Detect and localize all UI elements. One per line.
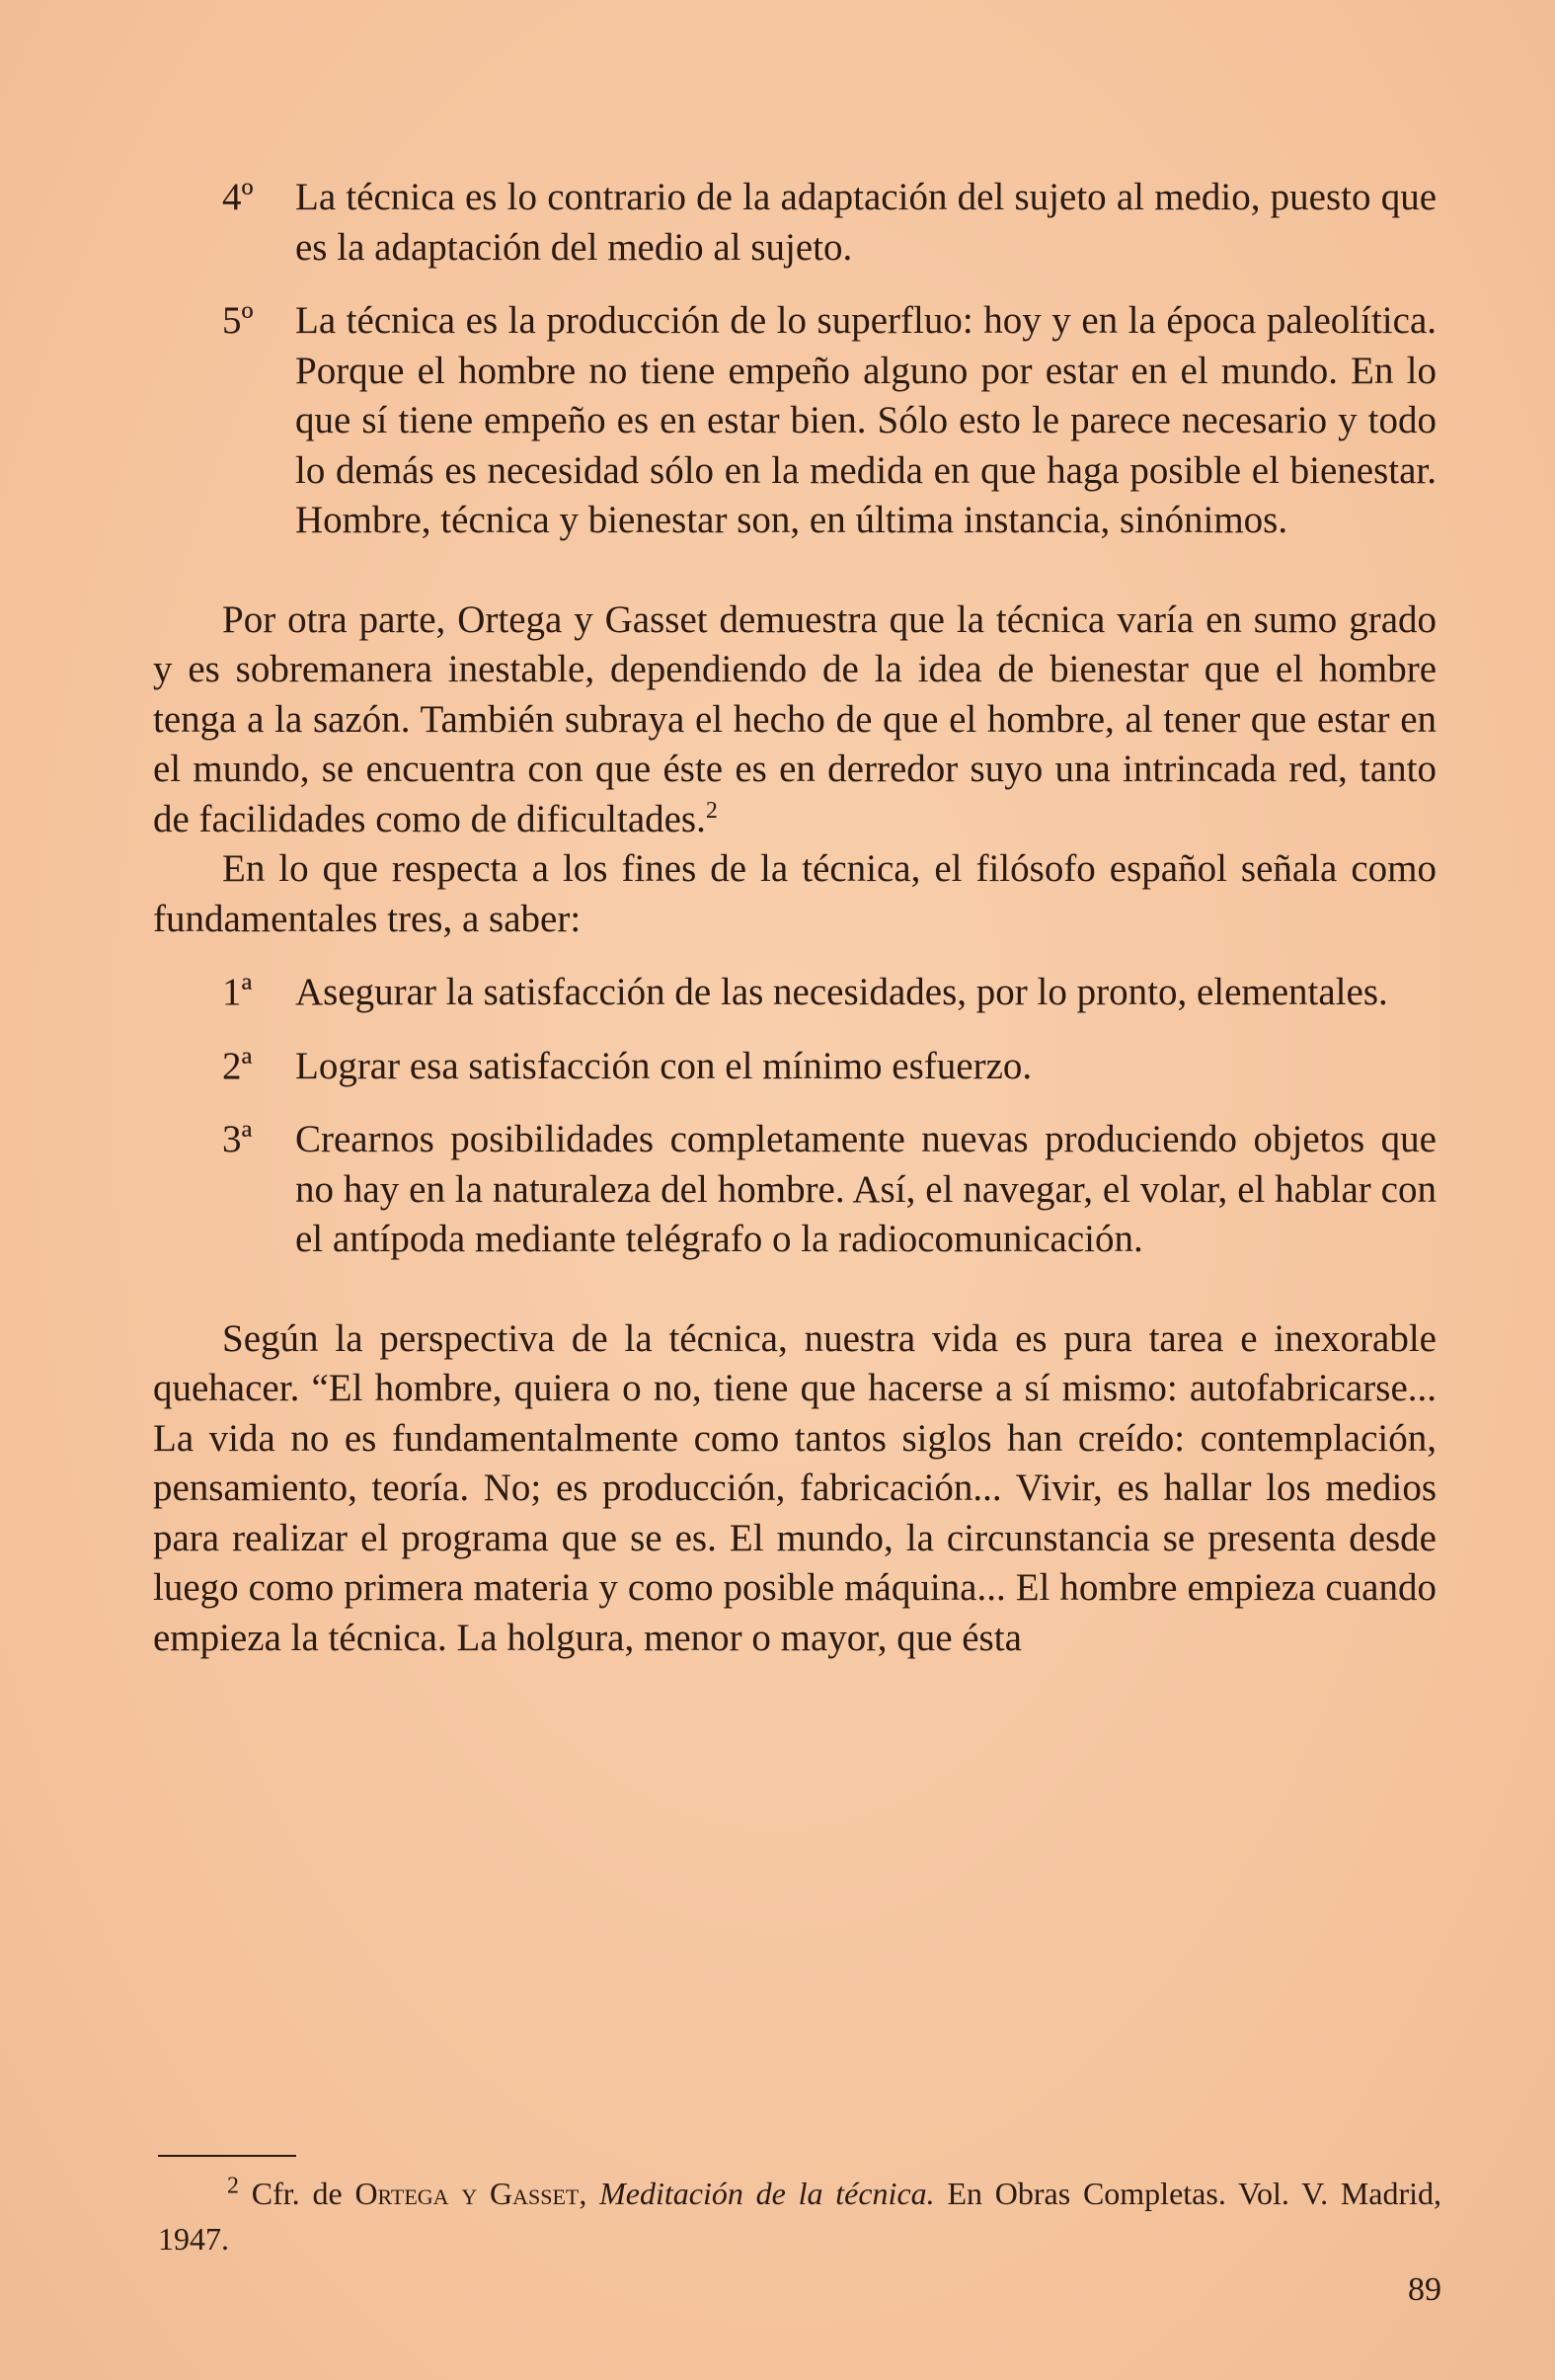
paragraph: Según la perspectiva de la técnica, nuestra vida es pura tarea e inexorable quehacer. “El hombre, quiera o no, tiene que hacerse a sí mismo: autofabricarse... La vida no es fundamentalmente como tantos siglos han creído: contemplación, pensamiento, teoría. No; es producción, fabricación... Vivir, es hallar los medios para realizar el programa que se es. El mundo, la circunstancia se presenta desde luego como primera materia y como posible máquina... El hombre empieza cuando empieza la técnica. La holgura, menor o mayor, que ésta — [153, 1316, 1437, 1659]
paragraph-text: Por otra parte, Ortega y Gasset demuestra que la técnica varía en sumo grado y es sobremanera inestable, dependiendo de la idea de bienestar que el hombre tenga a la sazón. También subraya el hecho de que el hombre, al tener que estar en el mundo, se encuentra con que éste es en derredor suyo una intrincada red, tanto de facilidades como de dificultades. — [153, 597, 1437, 840]
item-marker: 1ª — [222, 971, 253, 1013]
paragraph: En lo que respecta a los fines de la técnica, el filósofo español señala como fundamentales tres, a saber: — [153, 847, 1437, 940]
item-marker: 4º — [222, 176, 254, 218]
footnote-author: Ortega y Gasset, — [354, 2176, 587, 2211]
footnote-rest: En Obras Completas. Vol. V. Madrid, 1947. — [158, 2176, 1442, 2257]
item-text: Asegurar la satisfacción de las necesidades, por lo pronto, elementales. — [295, 971, 1388, 1013]
footnote-number: 2 — [227, 2173, 239, 2199]
item-text: La técnica es la producción de lo superfluo: hoy y en la época paleolítica. Porque el hombre no tiene empeño alguno por estar en el mundo. En lo que sí tiene empeño es en estar bien. Sólo esto le parece necesario y todo lo demás es necesidad sólo en la medida en que haga posible el bienestar. Hombre, técnica y bienestar son, en última instancia, sinónimos. — [295, 299, 1437, 541]
footnote-divider — [158, 2155, 296, 2157]
item-text: La técnica es lo contrario de la adaptación del sujeto al medio, puesto que es la adaptación del medio al sujeto. — [295, 176, 1437, 269]
list-item — [153, 1115, 1437, 1265]
item-marker: 3ª — [222, 1118, 253, 1160]
list-item — [153, 968, 1437, 1018]
footnote-title: Meditación de la técnica. — [599, 2176, 935, 2211]
paragraph — [153, 595, 1437, 845]
item-text: Crearnos posibilidades completamente nuevas produciendo objetos que no hay en la naturaleza del hombre. Así, el navegar, el volar, el hablar con el antípoda mediante telégrafo o la radiocomunicación. — [295, 1118, 1437, 1260]
list-item — [153, 1042, 1437, 1092]
list-item — [153, 296, 1437, 546]
footnote-reference: 2 — [705, 797, 718, 824]
item-text: Lograr esa satisfacción con el mínimo esfuerzo. — [295, 1044, 1033, 1087]
footnote — [158, 2171, 1441, 2261]
item-marker: 2ª — [222, 1044, 253, 1087]
item-marker: 5º — [222, 299, 254, 342]
main-text — [153, 173, 1437, 1663]
list-item — [153, 173, 1437, 273]
page-number: 89 — [1408, 2271, 1441, 2308]
footnote-prefix: Cfr. de — [251, 2176, 343, 2211]
